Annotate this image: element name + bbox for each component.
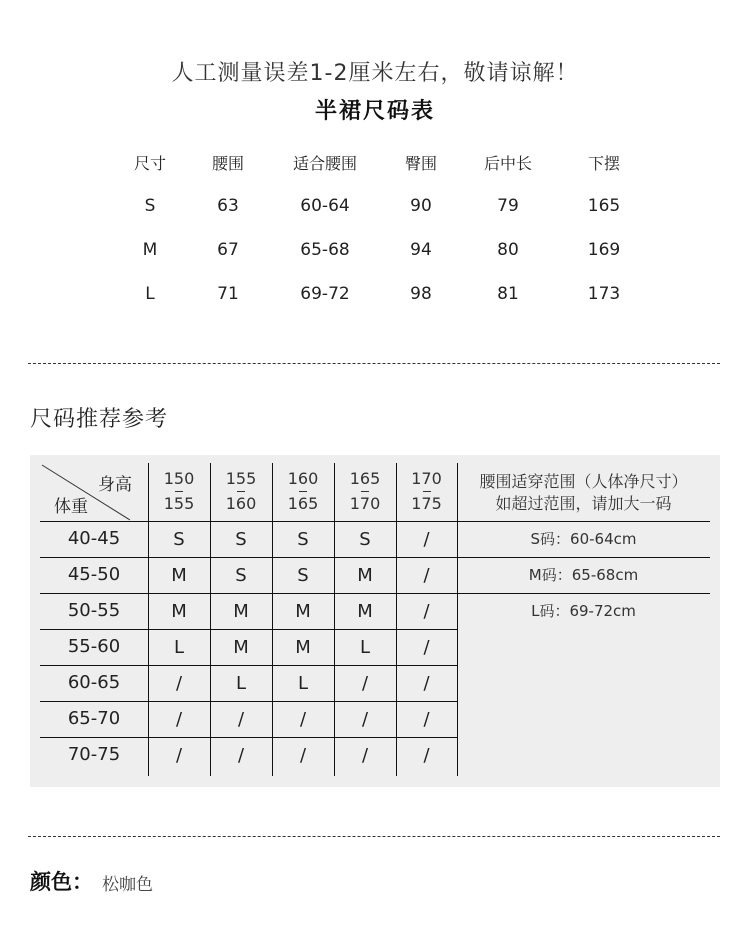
size-cell: M	[233, 636, 249, 658]
size-cell: /	[299, 744, 307, 766]
size-cell: /	[423, 600, 430, 622]
height-range-header	[272, 467, 334, 516]
size-cell: M	[171, 564, 187, 586]
corner-weight-label: 体重	[54, 497, 88, 517]
size-cell: /	[423, 708, 430, 730]
size-cell: M	[233, 600, 249, 622]
size-cell: /	[423, 672, 430, 694]
recommendation-title: 尺码推荐参考	[30, 407, 169, 432]
col-header: 后中长	[483, 153, 532, 173]
col-header: 臀围	[404, 153, 437, 173]
weight-range: 70-75	[67, 744, 121, 765]
height-from: 155	[225, 469, 257, 488]
color-value: 松咖色	[102, 875, 153, 895]
weight-range: 55-60	[67, 636, 121, 657]
dashed-divider	[28, 363, 720, 364]
size-cell: /	[423, 744, 430, 766]
cell: 90	[410, 196, 432, 216]
height-to: 175	[411, 494, 442, 513]
height-from: 165	[349, 469, 381, 488]
waist-range-s: S码：60-64cm	[530, 530, 637, 548]
color-label: 颜色：	[30, 870, 93, 894]
size-cell: S	[235, 528, 247, 550]
cell: 63	[217, 196, 239, 216]
size-cell: /	[423, 636, 430, 658]
size-cell: M	[295, 636, 311, 658]
size-cell: S	[297, 564, 309, 586]
cell: 169	[587, 240, 621, 260]
size-cell: /	[361, 744, 369, 766]
size-cell: /	[361, 672, 369, 694]
cell: S	[144, 196, 156, 216]
height-to: 160	[225, 494, 257, 513]
col-header: 腰围	[211, 153, 244, 173]
size-cell: S	[359, 528, 371, 550]
col-header: 尺寸	[133, 153, 166, 173]
height-to: 155	[163, 494, 195, 513]
cell: 67	[217, 240, 239, 260]
size-cell: /	[175, 744, 183, 766]
height-range-header	[396, 467, 457, 516]
waist-range-header	[457, 471, 710, 515]
height-range-header	[334, 467, 396, 516]
cell: 60-64	[300, 196, 350, 216]
size-cell: /	[299, 708, 307, 730]
size-chart-header	[110, 140, 650, 184]
size-cell: /	[175, 708, 183, 730]
size-cell: L	[235, 672, 247, 694]
weight-range: 65-70	[67, 708, 121, 729]
cell: 81	[497, 284, 519, 304]
size-cell: M	[357, 600, 373, 622]
weight-range: 60-65	[67, 672, 121, 693]
col-header: 适合腰围	[292, 153, 357, 173]
size-cell: L	[359, 636, 371, 658]
table-row	[110, 272, 650, 316]
height-range-header	[148, 467, 210, 516]
size-cell: S	[297, 528, 309, 550]
page-title: 半裙尺码表	[314, 99, 435, 124]
cell: 80	[497, 240, 519, 260]
size-cell: S	[173, 528, 185, 550]
size-cell: /	[237, 708, 245, 730]
height-to: 170	[349, 494, 381, 513]
cell: 98	[410, 284, 432, 304]
height-from: 150	[163, 469, 195, 488]
cell: 79	[497, 196, 519, 216]
waist-range-m: M码：65-68cm	[528, 566, 639, 584]
height-range-header	[210, 467, 272, 516]
size-cell: L	[297, 672, 309, 694]
cell: 65-68	[300, 240, 350, 260]
size-cell: S	[235, 564, 247, 586]
cell: 94	[410, 240, 432, 260]
size-cell: M	[171, 600, 187, 622]
cell: 173	[587, 284, 621, 304]
size-cell: /	[175, 672, 183, 694]
size-cell: /	[423, 564, 430, 586]
col-header: 下摆	[587, 153, 620, 173]
size-cell: /	[237, 744, 245, 766]
weight-range: 45-50	[67, 564, 121, 585]
waist-range-header-line2: 如超过范围，请加大一码	[495, 494, 672, 513]
cell: M	[142, 240, 158, 260]
cell: 71	[217, 284, 239, 304]
size-cell: M	[295, 600, 311, 622]
size-cell: M	[357, 564, 373, 586]
size-cell: L	[173, 636, 185, 658]
cell: L	[145, 284, 155, 304]
corner-height-label: 身高	[98, 475, 132, 495]
size-cell: /	[361, 708, 369, 730]
table-row	[110, 228, 650, 272]
waist-range-header-line1: 腰围适穿范围（人体净尺寸）	[479, 472, 688, 491]
size-chart-table	[110, 140, 650, 316]
size-cell: /	[423, 528, 430, 550]
cell: 165	[587, 196, 621, 216]
height-from: 170	[411, 469, 442, 488]
cell: 69-72	[300, 284, 350, 304]
dashed-divider	[28, 836, 720, 837]
weight-range: 50-55	[67, 600, 121, 621]
measurement-note: 人工测量误差1-2厘米左右，敬请谅解！	[171, 61, 579, 86]
height-to: 165	[287, 494, 319, 513]
height-from: 160	[287, 469, 319, 488]
table-row	[110, 184, 650, 228]
waist-range-l: L码：69-72cm	[531, 602, 636, 620]
weight-range: 40-45	[67, 528, 121, 549]
